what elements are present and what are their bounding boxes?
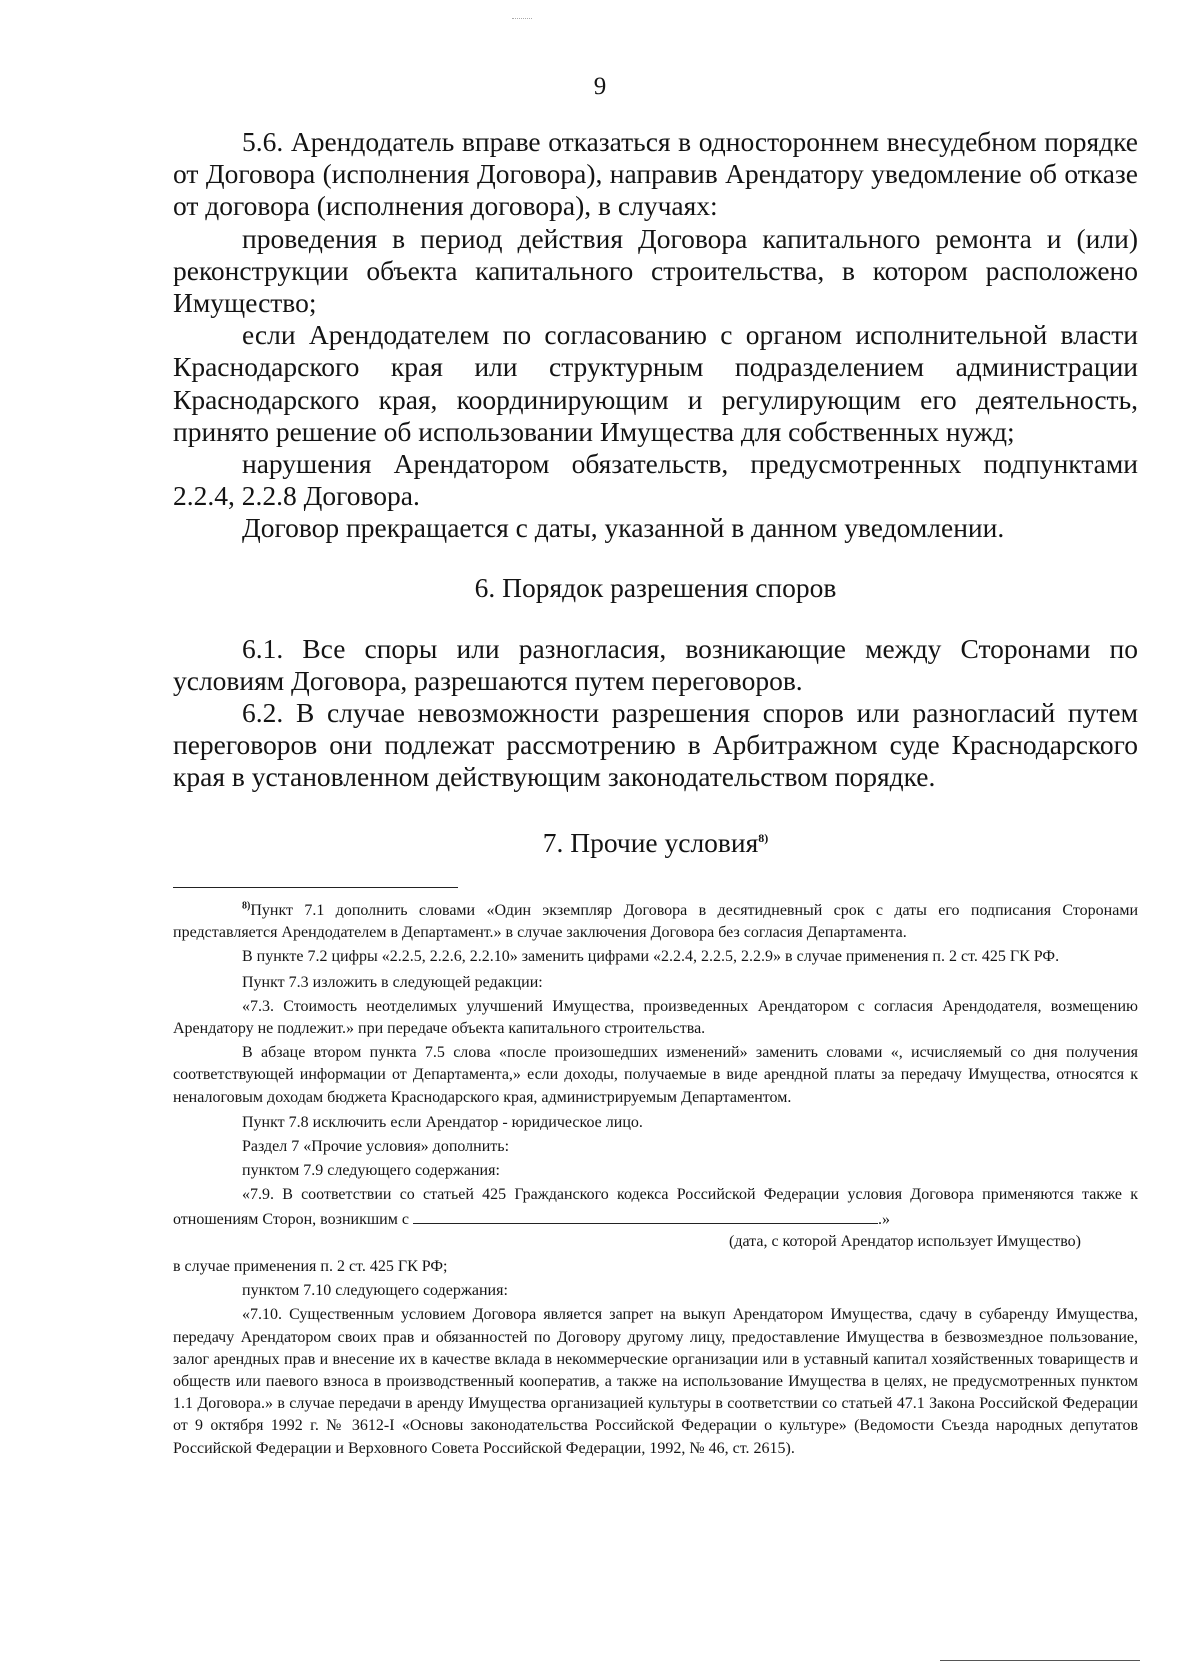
- main-text: [173, 126, 1138, 859]
- scan-artifact: [512, 18, 532, 19]
- footnote-para-1: [173, 900, 1138, 944]
- footnote-text-9-end: .»: [877, 1210, 890, 1228]
- footnote-para-8: пунктом 7.9 следующего содержания:: [242, 1162, 500, 1180]
- page-number: 9: [593, 73, 607, 100]
- case-obligation-breach: нарушения Арендатором обязательств, предусмотренных подпунктами 2.2.4, 2.2.8 Договора.: [173, 448, 1138, 512]
- footnote-para-7: Раздел 7 «Прочие условия» дополнить:: [242, 1138, 510, 1156]
- clause-5-6: 5.6. Арендодатель вправе отказаться в одностороннем внесудебном порядке от Договора (исполнения Договора), направив Арендатору уведомление об отказе от договора (исполнения договора), в случаях:: [173, 126, 1138, 222]
- clause-6-2: 6.2. В случае невозможности разрешения споров или разногласий путем переговоров они подлежат рассмотрению в Арбитражном суде Краснодарского края в установленном действующим законодательством порядке.: [173, 697, 1138, 793]
- termination-date-note: Договор прекращается с даты, указанной в данном уведомлении.: [242, 512, 1005, 544]
- footnote-para-10: в случае применения п. 2 ст. 425 ГК РФ;: [173, 1258, 448, 1276]
- footnote-para-12: «7.10. Существенным условием Договора является запрет на выкуп Арендатором Имущества, сдачу в субаренду Имущества, передачу Арендатором своих прав и обязанностей по Договору другому лицу, предоставление Имущества в безвозмездное пользование, залог арендных прав и внесение их в качестве вклада в некоммерческие организации или в уставный капитал хозяйственных товариществ и обществ или паевого взноса в производственный кооператив, а также на использование Имущества в целях, не предусмотренных пунктом 1.1 Договора.» в случае передачи в аренду Имущества организацией культуры в соответствии со статьей 47.1 Закона Российской Федерации от 9 октября 1992 г. № 3612-I «Основы законодательства Российской Федерации о культуре» (Ведомости Съезда народных депутатов Российской Федерации и Верховного Совета Российской Федерации, 1992, № 46, ст. 2615).: [173, 1306, 1138, 1457]
- scan-edge-line: [940, 1660, 1140, 1661]
- section-7-heading: [173, 822, 1138, 859]
- date-blank-caption: (дата, с которой Арендатор использует Имущество): [729, 1232, 1081, 1250]
- footnote-para-3: Пункт 7.3 изложить в следующей редакции:: [242, 973, 543, 991]
- footnote-para-5: В абзаце втором пункта 7.5 слова «после произошедших изменений» заменить словами «, исчисляемый со дня получения соответствующей информации от Департамента,» если доходы, получаемые в виде арендной платы за передачу Имущества, относятся к неналоговым доходам бюджета Краснодарского края, администрируемым Департаментом.: [173, 1044, 1138, 1106]
- case-capital-repair: проведения в период действия Договора капитального ремонта и (или) реконструкции объекта капитального строительства, в котором расположено Имущество;: [173, 222, 1138, 319]
- footnote-para-4: «7.3. Стоимость неотделимых улучшений Имущества, произведенных Арендатором с согласия Арендодателя, возмещению Арендатору не подлежит.» при передаче объекта капитального строительства.: [173, 997, 1138, 1038]
- footnote-para-2: В пункте 7.2 цифры «2.2.5, 2.2.6, 2.2.10» заменить цифрами «2.2.4, 2.2.5, 2.2.9» в случае применения п. 2 ст. 425 ГК РФ.: [242, 948, 1060, 966]
- footnote-separator: [173, 887, 458, 888]
- case-own-needs: если Арендодателем по согласованию с органом исполнительной власти Краснодарского края или структурным подразделением администрации Краснодарского края, координирующим и регулирующим его деятельность, принято решение об использовании Имущества для собственных нужд;: [173, 319, 1138, 447]
- footnote-mark: 8): [242, 900, 251, 912]
- footnote-ref-8[interactable]: 8): [758, 830, 769, 845]
- section-7-title: 7. Прочие условия: [542, 826, 759, 858]
- date-blank-line[interactable]: [413, 1207, 878, 1224]
- clause-6-1: 6.1. Все споры или разногласия, возникающие между Сторонами по условиям Договора, разрешаются путем переговоров.: [173, 632, 1138, 696]
- footnote-para-9: [173, 1184, 1138, 1230]
- footnote-8: [173, 900, 1138, 1460]
- section-6-heading: 6. Порядок разрешения споров: [474, 571, 837, 603]
- footnote-text-1: Пункт 7.1 дополнить словами «Один экземпляр Договора в десятидневный срок с даты его подписания Сторонами представляется Арендодателем в Департамент.» в случае заключения Договора без согласия Департамента.: [173, 902, 1138, 942]
- footnote-para-6: Пункт 7.8 исключить если Арендатор - юридическое лицо.: [242, 1113, 643, 1131]
- footnote-text-9: «7.9. В соответствии со статьей 425 Гражданского кодекса Российской Федерации условия Договора применяются также к отношениям Сторон, возникшим с: [173, 1186, 1138, 1228]
- footnote-para-11: пунктом 7.10 следующего содержания:: [242, 1282, 508, 1300]
